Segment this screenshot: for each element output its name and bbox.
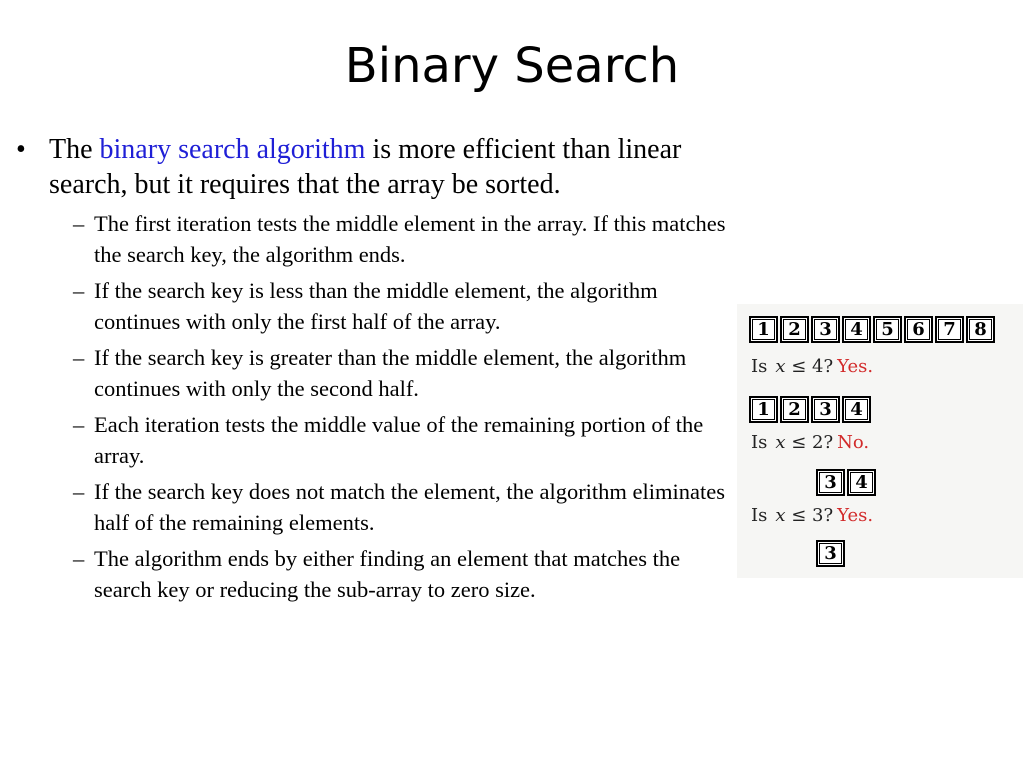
sub-bullet bbox=[16, 476, 728, 538]
dash-icon: – bbox=[73, 278, 85, 303]
sub-bullet-text: If the search key is greater than the middle element, the algorithm continues with only the second half. bbox=[94, 345, 687, 401]
sub-bullet-list bbox=[16, 208, 728, 605]
sub-bullet bbox=[16, 342, 728, 404]
question-cond: ≤ 3? bbox=[785, 505, 834, 526]
sub-bullet-text: If the search key does not match the element, the algorithm eliminates half of the remaining elements. bbox=[94, 479, 726, 535]
sub-bullet bbox=[16, 275, 728, 337]
array-cell: 2 bbox=[780, 396, 809, 423]
array-cell: 4 bbox=[842, 316, 871, 343]
question-answer: Yes. bbox=[837, 505, 874, 526]
sub-bullet-text: If the search key is less than the middle element, the algorithm continues with only the first half of the array. bbox=[94, 278, 658, 334]
array-cell: 4 bbox=[847, 469, 876, 496]
question-is: Is bbox=[751, 505, 768, 526]
question-var: x bbox=[775, 505, 786, 526]
main-bullet-prefix: The bbox=[49, 134, 100, 165]
main-bullet bbox=[16, 132, 728, 202]
array-row-quarter bbox=[816, 469, 876, 496]
question-cond: ≤ 4? bbox=[785, 356, 834, 377]
dash-icon: – bbox=[73, 211, 85, 236]
sub-bullet-text: Each iteration tests the middle value of the remaining portion of the array. bbox=[94, 412, 704, 468]
question-is: Is bbox=[751, 356, 768, 377]
array-cell: 8 bbox=[966, 316, 995, 343]
array-cell: 7 bbox=[935, 316, 964, 343]
sub-bullet bbox=[16, 409, 728, 471]
question-var: x bbox=[775, 432, 786, 453]
main-bullet-suffix: is more efficient than linear search, but it requires that the array be sorted. bbox=[49, 134, 682, 200]
question-var: x bbox=[775, 356, 786, 377]
sub-bullet-text: The algorithm ends by either finding an element that matches the search key or reducing the sub-array to zero size. bbox=[94, 546, 681, 602]
array-cell: 1 bbox=[749, 396, 778, 423]
question-is: Is bbox=[751, 432, 768, 453]
dash-icon: – bbox=[73, 412, 85, 437]
array-cell: 4 bbox=[842, 396, 871, 423]
sub-bullet bbox=[16, 208, 728, 270]
comparison-question bbox=[751, 432, 869, 454]
comparison-question bbox=[751, 505, 873, 527]
slide-title: Binary Search bbox=[344, 38, 680, 94]
array-cell: 3 bbox=[811, 316, 840, 343]
dash-icon: – bbox=[73, 546, 85, 571]
array-cell: 1 bbox=[749, 316, 778, 343]
bullet-dot-icon: • bbox=[16, 134, 26, 165]
dash-icon: – bbox=[73, 479, 85, 504]
array-cell: 3 bbox=[811, 396, 840, 423]
sub-bullet-text: The first iteration tests the middle element in the array. If this matches the search key, the algorithm ends. bbox=[94, 211, 726, 267]
dash-icon: – bbox=[73, 345, 85, 370]
array-cell: 3 bbox=[816, 469, 845, 496]
array-row-half bbox=[749, 396, 871, 423]
comparison-question bbox=[751, 356, 873, 378]
array-row-single bbox=[816, 540, 845, 567]
question-cond: ≤ 2? bbox=[785, 432, 834, 453]
array-cell: 2 bbox=[780, 316, 809, 343]
question-answer: Yes. bbox=[837, 356, 874, 377]
array-cell: 6 bbox=[904, 316, 933, 343]
sub-bullet bbox=[16, 543, 728, 605]
main-bullet-highlight: binary search algorithm bbox=[99, 134, 366, 165]
array-cell: 5 bbox=[873, 316, 902, 343]
slide-body bbox=[16, 132, 728, 610]
array-cell: 3 bbox=[816, 540, 845, 567]
array-row-full bbox=[749, 316, 995, 343]
binary-search-illustration bbox=[737, 304, 1023, 578]
question-answer: No. bbox=[837, 432, 870, 453]
